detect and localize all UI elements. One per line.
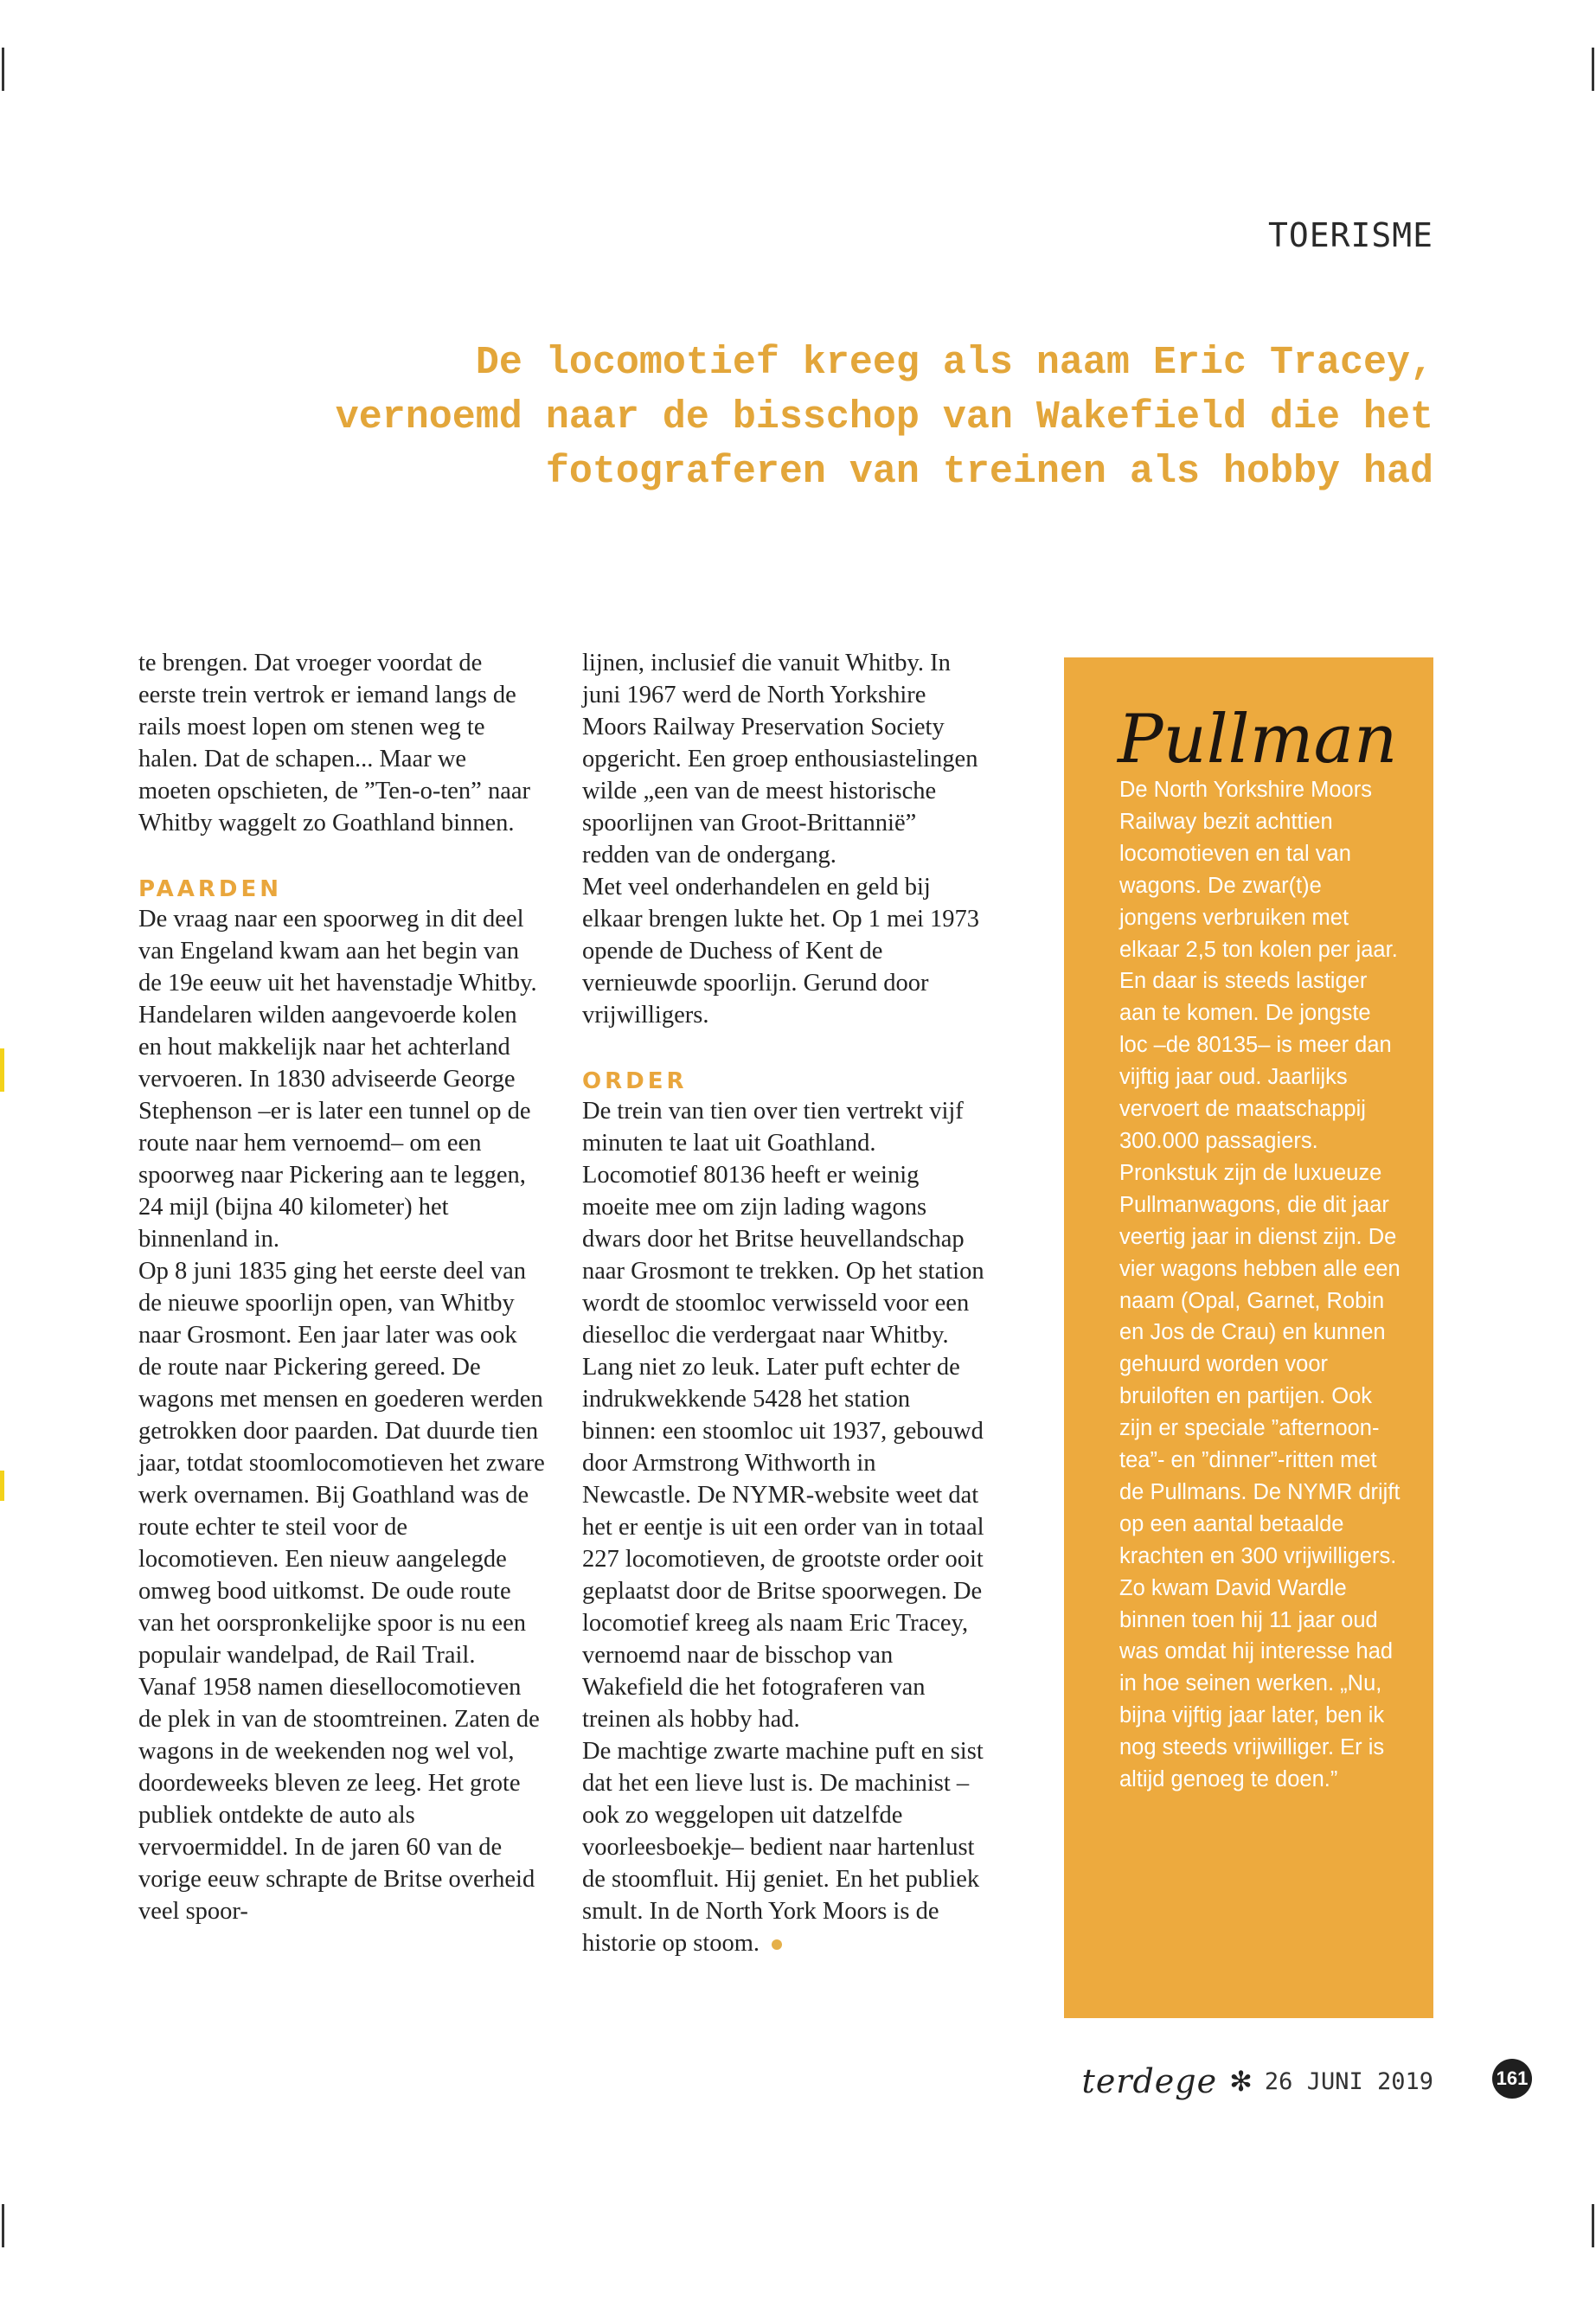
- paarden-paragraph-2: Op 8 juni 1835 ging het eerste deel van de nieuwe spoorlijn open, van Whitby naar Grosmont. Een jaar later was ook de route naar Pickering gereed. De wagons met mensen en goederen werden getrokken door paarden. Dat duurde tien jaar, totdat stoomlocomotieven het zware werk overnamen. Bij Goathland was de route echter te steil voor de locomotieven. Een nieuw aangelegde omweg bood uitkomst. De oude route van het oorspronkelijke spoor is nu een populair wandelpad, de Rail Trail.: [138, 1258, 545, 1669]
- order-paragraph-2-text: De machtige zwarte machine puft en sist dat het een lieve lust is. De machinist –ook zo weggelopen uit datzelfde voorleesboekje– bedient naar hartenlust de stoomfluit. Hij geniet. En het publiek smult. In de North York Moors is de historie op stoom.: [582, 1738, 984, 1957]
- order-paragraph-2: [582, 1735, 989, 1959]
- sidebar-box-pullman: [1064, 657, 1433, 2018]
- page-footer: [1082, 2062, 1433, 2100]
- order-paragraph-1: De trein van tien over tien vertrekt vijf minuten te laat uit Goathland. Locomotief 80136 heeft er weinig moeite mee om zijn lading wagons dwars door het Britse heuvellandschap naar Grosmont te trekken. Op het station wordt de stoomloc verwisseld voor een dieselloc die verdergaat naar Whitby. Lang niet zo leuk. Later puft echter de indrukwekkende 5428 het station binnen: een stoomloc uit 1937, gebouwd door Armstrong Withworth in Newcastle. De NYMR-website weet dat het er eentje is uit een order van in totaal 227 locomotieven, de grootste order ooit geplaatst door de Britse spoorwegen. De locomotief kreeg als naam Eric Tracey, vernoemd naar de bisschop van Wakefield die het fotograferen van treinen als hobby had.: [582, 1098, 984, 1733]
- crop-mark-top-right: [1592, 48, 1594, 91]
- page-number: 161: [1492, 2059, 1532, 2099]
- column2-paragraph-1: lijnen, inclusief die vanuit Whitby. In juni 1967 werd de North Yorkshire Moors Railway Preservation Society opgericht. Een groep enthousiastelingen wilde „een van de meest historische spoorlijnen van Groot-Brittannië” redden van de ondergang.: [582, 650, 978, 868]
- pull-quote: De locomotief kreeg als naam Eric Tracey, vernoemd naar de bisschop van Wakefield die het fotograferen van treinen als hobby had: [335, 341, 1433, 494]
- paarden-paragraph-3: Vanaf 1958 namen diesellocomotieven de plek in van de stoomtreinen. Zaten de wagons in de weekenden nog wel vol, doordeweeks bleven ze leeg. Het grote publiek ontdekte de auto als vervoermiddel. In de jaren 60 van de vorige eeuw schrapte de Britse overheid veel spoor-: [138, 1674, 540, 1925]
- column2-paragraph-2: Met veel onderhandelen en geld bij elkaar brengen lukte het. Op 1 mei 1973 opende de Duchess of Kent de vernieuwde spoorlijn. Gerund door vrijwilligers.: [582, 874, 980, 1029]
- separator-star-icon: ✻: [1229, 2066, 1253, 2097]
- heading-order: ORDER: [582, 1068, 688, 1094]
- paarden-paragraph-1: De vraag naar een spoorweg in dit deel van Engeland kwam aan het begin van de 19e eeuw uit het havenstadje Whitby. Handelaren wilden aangevoerde kolen en hout makkelijk naar het achterland vervoeren. In 1830 adviseerde George Stephenson –er is later een tunnel op de route naar hem vernoemd– om een spoorweg naar Pickering aan te leggen, 24 mijl (bijna 40 kilometer) het binnenland in.: [138, 906, 537, 1253]
- crop-mark-bottom-left: [2, 2204, 4, 2247]
- section-label: TOERISME: [1267, 216, 1433, 254]
- article-column-1: [138, 647, 545, 1927]
- end-mark-icon: [772, 1939, 782, 1950]
- margin-mark-2: [0, 1471, 4, 1501]
- sidebar-title: Pullman: [1118, 701, 1398, 779]
- margin-mark-1: [0, 1048, 4, 1092]
- intro-paragraph: te brengen. Dat vroeger voordat de eerste trein vertrok er iemand langs de rails moest lopen om stenen weg te halen. Dat de schapen... Maar we moeten opschieten, de ”Ten-o-ten” naar Whitby waggelt zo Goathland binnen.: [138, 650, 530, 836]
- crop-mark-bottom-right: [1592, 2204, 1594, 2247]
- article-column-2: [582, 647, 989, 1959]
- issue-date: 26 JUNI 2019: [1264, 2067, 1433, 2095]
- heading-paarden: PAARDEN: [138, 876, 283, 902]
- crop-mark-top-left: [2, 48, 4, 91]
- sidebar-text: De North Yorkshire Moors Railway bezit achttien locomotieven en tal van wagons. De zwar(t)e jongens verbruiken met elkaar 2,5 ton kolen per jaar. En daar is steeds lastiger aan te komen. De jongste loc –de 80135– is meer dan vijftig jaar oud. Jaarlijks vervoert de maatschappij 300.000 passagiers. Pronkstuk zijn de luxueuze Pullmanwagons, die dit jaar veertig jaar in dienst zijn. De vier wagons hebben alle een naam (Opal, Garnet, Robin en Jos de Crau) en kunnen gehuurd worden voor bruiloften en partijen. Ook zijn er speciale ”afternoon-tea”- en ”dinner”-ritten met de Pullmans. De NYMR drijft op een aantal betaalde krachten en 300 vrijwilligers. Zo kwam David Wardle binnen toen hij 11 jaar oud was omdat hij interesse had in hoe seinen werken. „Nu, bijna vijftig jaar later, ben ik nog steeds vrijwilliger. Er is altijd genoeg te doen.”: [1119, 778, 1401, 1792]
- brand-logo: terdege: [1081, 2062, 1218, 2100]
